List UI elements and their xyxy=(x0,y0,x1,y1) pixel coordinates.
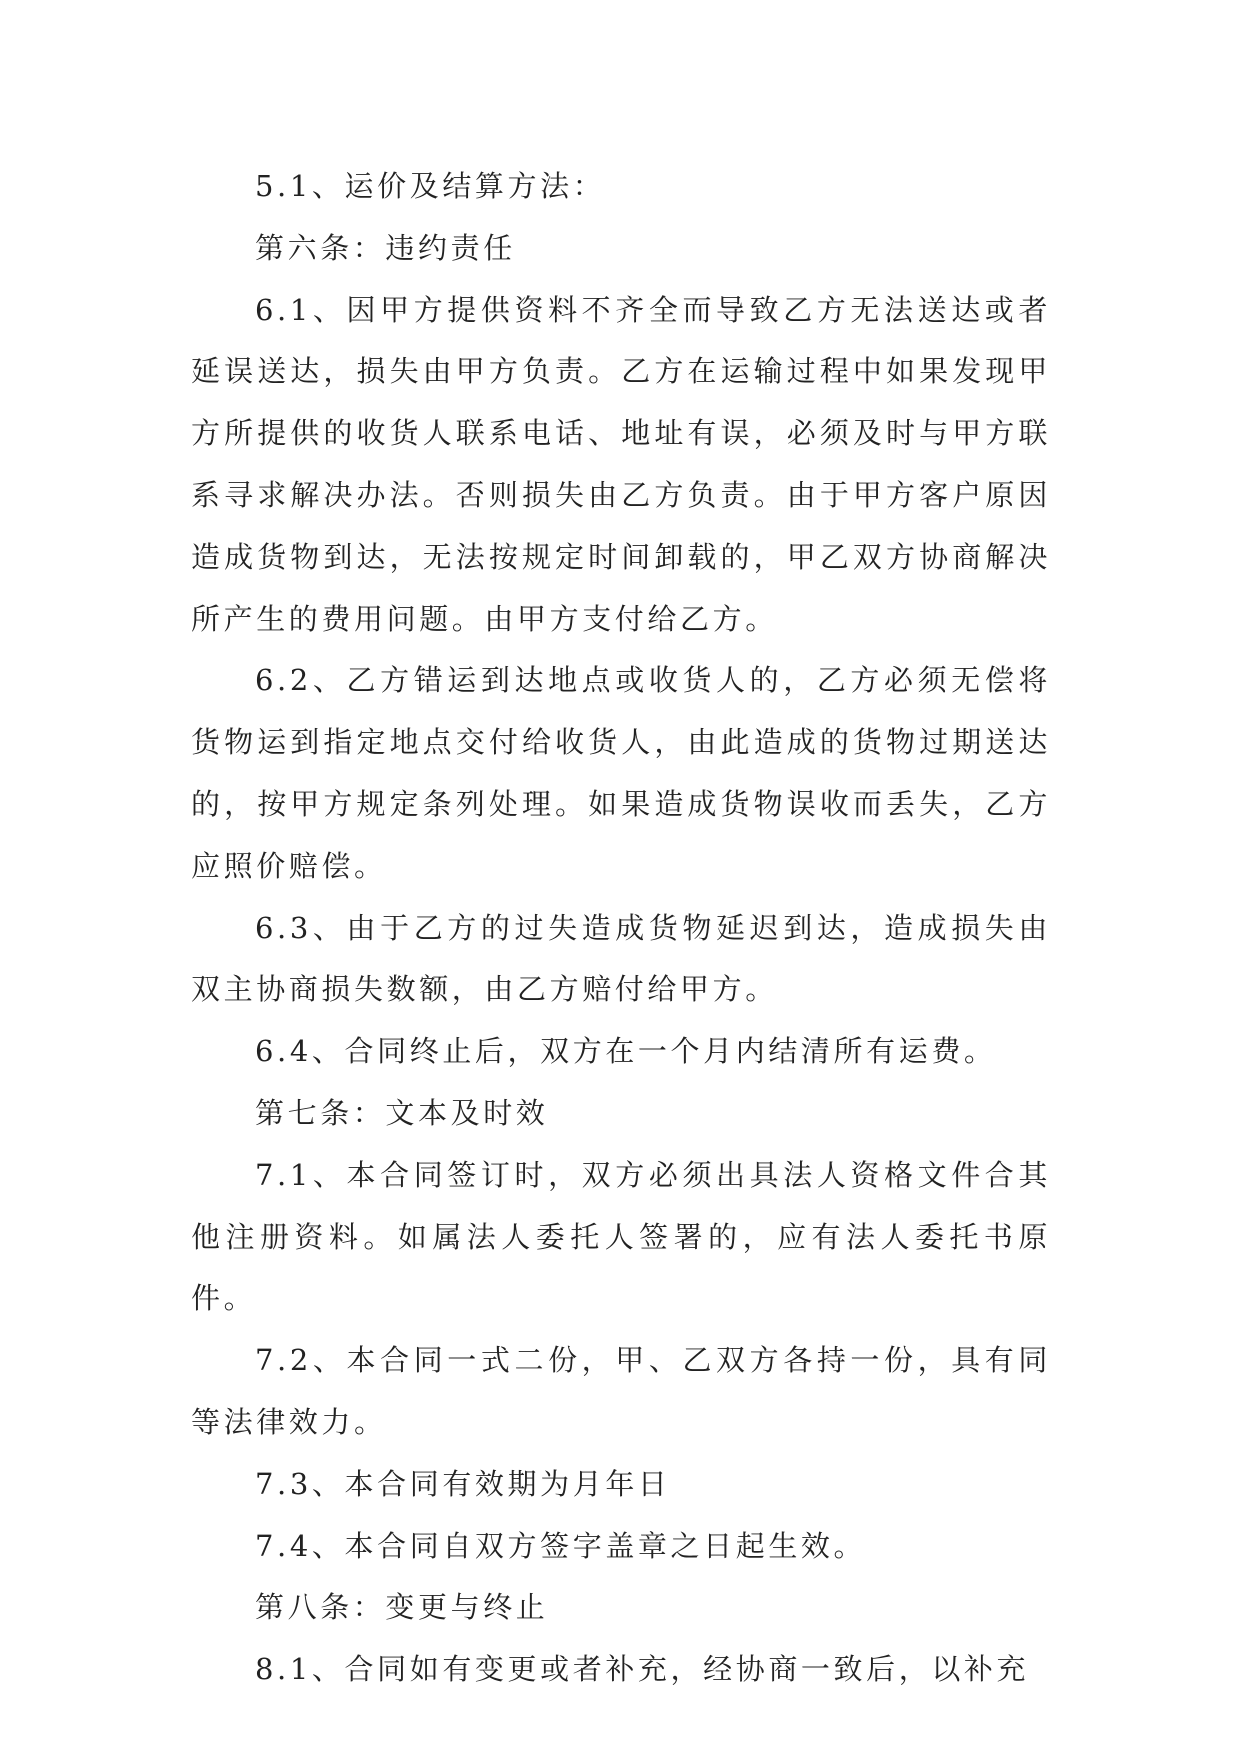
clause-5-1: 5.1、运价及结算方法： xyxy=(255,169,606,203)
clause-7-1: 7.1、本合同签订时，双方必须出具法人资格文件合其他注册资料。如属法人委托人签署的，应有法人委托书原件。 xyxy=(191,1157,1051,1316)
document-body xyxy=(191,156,1051,1701)
clause-8-1: 8.1、合同如有变更或者补充，经协商一致后，以补充 xyxy=(255,1652,1030,1687)
clause-7-3: 7.3、本合同有效期为月年日 xyxy=(255,1466,671,1501)
clause-6-3: 6.3、由于乙方的过失造成货物延迟到达，造成损失由双主协商损失数额，由乙方赔付给甲方。 xyxy=(191,910,1051,1007)
article-8-heading: 第八条：变更与终止 xyxy=(255,1590,549,1625)
clause-6-2: 6.2、乙方错运到达地点或收货人的，乙方必须无偿将货物运到指定地点交付给收货人，由此造成的货物过期送达的，按甲方规定条列处理。如果造成货物误收而丢失，乙方应照价赔偿。 xyxy=(191,663,1051,883)
clause-6-4: 6.4、合同终止后，双方在一个月内结清所有运费。 xyxy=(255,1034,997,1069)
clause-6-1: 6.1、因甲方提供资料不齐全而导致乙方无法送达或者延误送达，损失由甲方负责。乙方在运输过程中如果发现甲方所提供的收货人联系电话、地址有误，必须及时与甲方联系寻求解决办法。否则损失由乙方负责。由于甲方客户原因造成货物到达，无法按规定时间卸载的，甲乙双方协商解决所产生的费用问题。由甲方支付给乙方。 xyxy=(191,292,1051,636)
clause-7-2: 7.2、本合同一式二份，甲、乙双方各持一份，具有同等法律效力。 xyxy=(191,1343,1051,1439)
article-6-heading: 第六条：违约责任 xyxy=(255,230,516,265)
article-7-heading: 第七条：文本及时效 xyxy=(255,1095,549,1130)
clause-7-4: 7.4、本合同自双方签字盖章之日起生效。 xyxy=(255,1528,867,1563)
